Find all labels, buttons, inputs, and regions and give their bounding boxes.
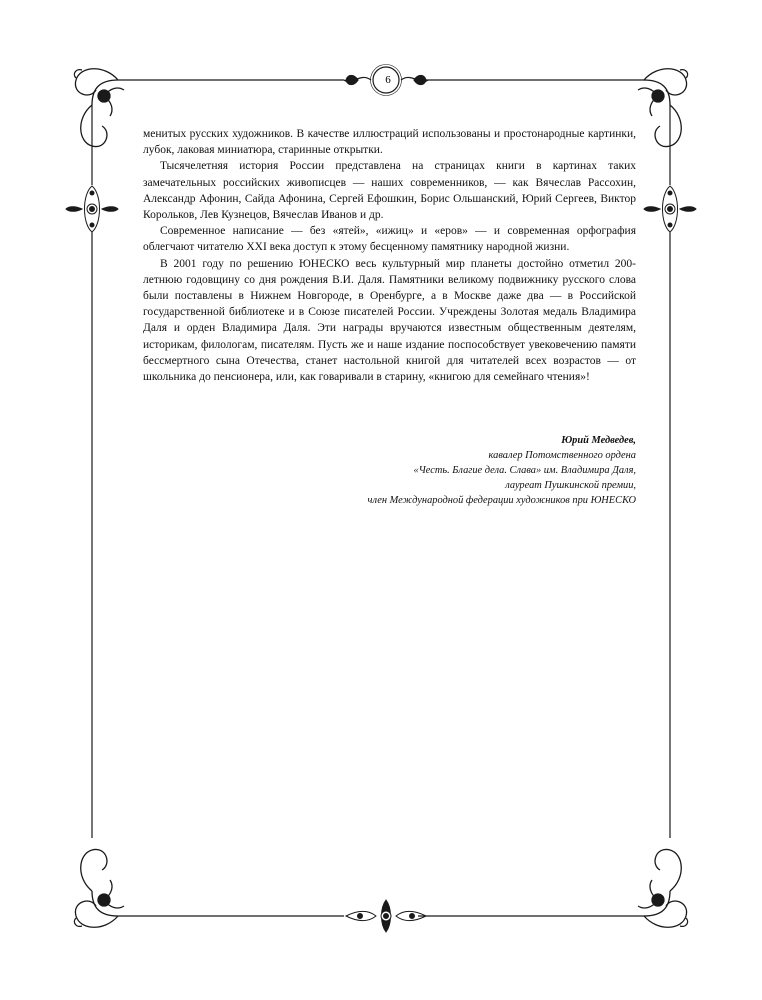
paragraph: Современное написание — без «ятей», «ижиц» и «еров» — и современная орфография облегчают читателю XXI века доступ к этому бесценному памятнику народной жизни. xyxy=(143,225,636,254)
paragraph: Тысячелетняя история России представлена на страницах книги в картинах таких замечательных российских живописцев — наших современников, — как Вячеслав Рассохин, Александр Афонин, Сайда Афонина, Сергей Ефошкин, Борис Ольшанский, Юрий Сергеев, Виктор Корольков, Лев Кузнецов, Вячеслав Иванов и др. xyxy=(143,160,636,222)
author-title-line: член Международной федерации художников при ЮНЕСКО xyxy=(367,495,636,506)
corner-ornament-top-left xyxy=(74,69,124,147)
corner-ornament-bottom-left xyxy=(74,849,124,927)
left-side-ornament xyxy=(66,186,118,232)
right-side-ornament xyxy=(644,186,696,232)
corner-ornament-top-right xyxy=(638,69,688,147)
body-text xyxy=(143,126,636,385)
author-name: Юрий Медведев, xyxy=(561,435,636,446)
author-title-line: «Честь. Благие дела. Слава» им. Владимира Даля, xyxy=(413,465,636,476)
page-number: 6 xyxy=(385,74,391,86)
corner-ornament-bottom-right xyxy=(638,849,688,927)
paragraph: В 2001 году по решению ЮНЕСКО весь культурный мир планеты достойно отметил 200-летнюю годовщину со дня рождения В.И. Даля. Памятники великому подвижнику русского слова были поставлены в Нижнем Новгороде, в Оренбурге, а в Москве даже два — в Российской государственной библиотеке и в Союзе писателей России. Учреждены Золотая медаль Владимира Даля и орден Владимира Даля. Эти награды вручаются известным общественным деятелям, историкам, филологам, писателям. Пусть же и наше издание поспособствует увековечению памяти бессмертного сына Отечества, станет настольной книгой для читателей всех возрастов — от школьника до пенсионера, или, как говаривали в старину, «книгою для семейнаго чтения»! xyxy=(143,257,636,384)
author-title-line: кавалер Потомственного ордена xyxy=(488,450,636,461)
signature-block xyxy=(306,433,636,508)
paragraph: менитых русских художников. В качестве иллюстраций использованы и простонародные картинки, лубок, лаковая миниатюра, старинные открытки. xyxy=(143,128,636,157)
bottom-ornament xyxy=(346,900,426,932)
author-title-line: лауреат Пушкинской премии, xyxy=(505,480,636,491)
